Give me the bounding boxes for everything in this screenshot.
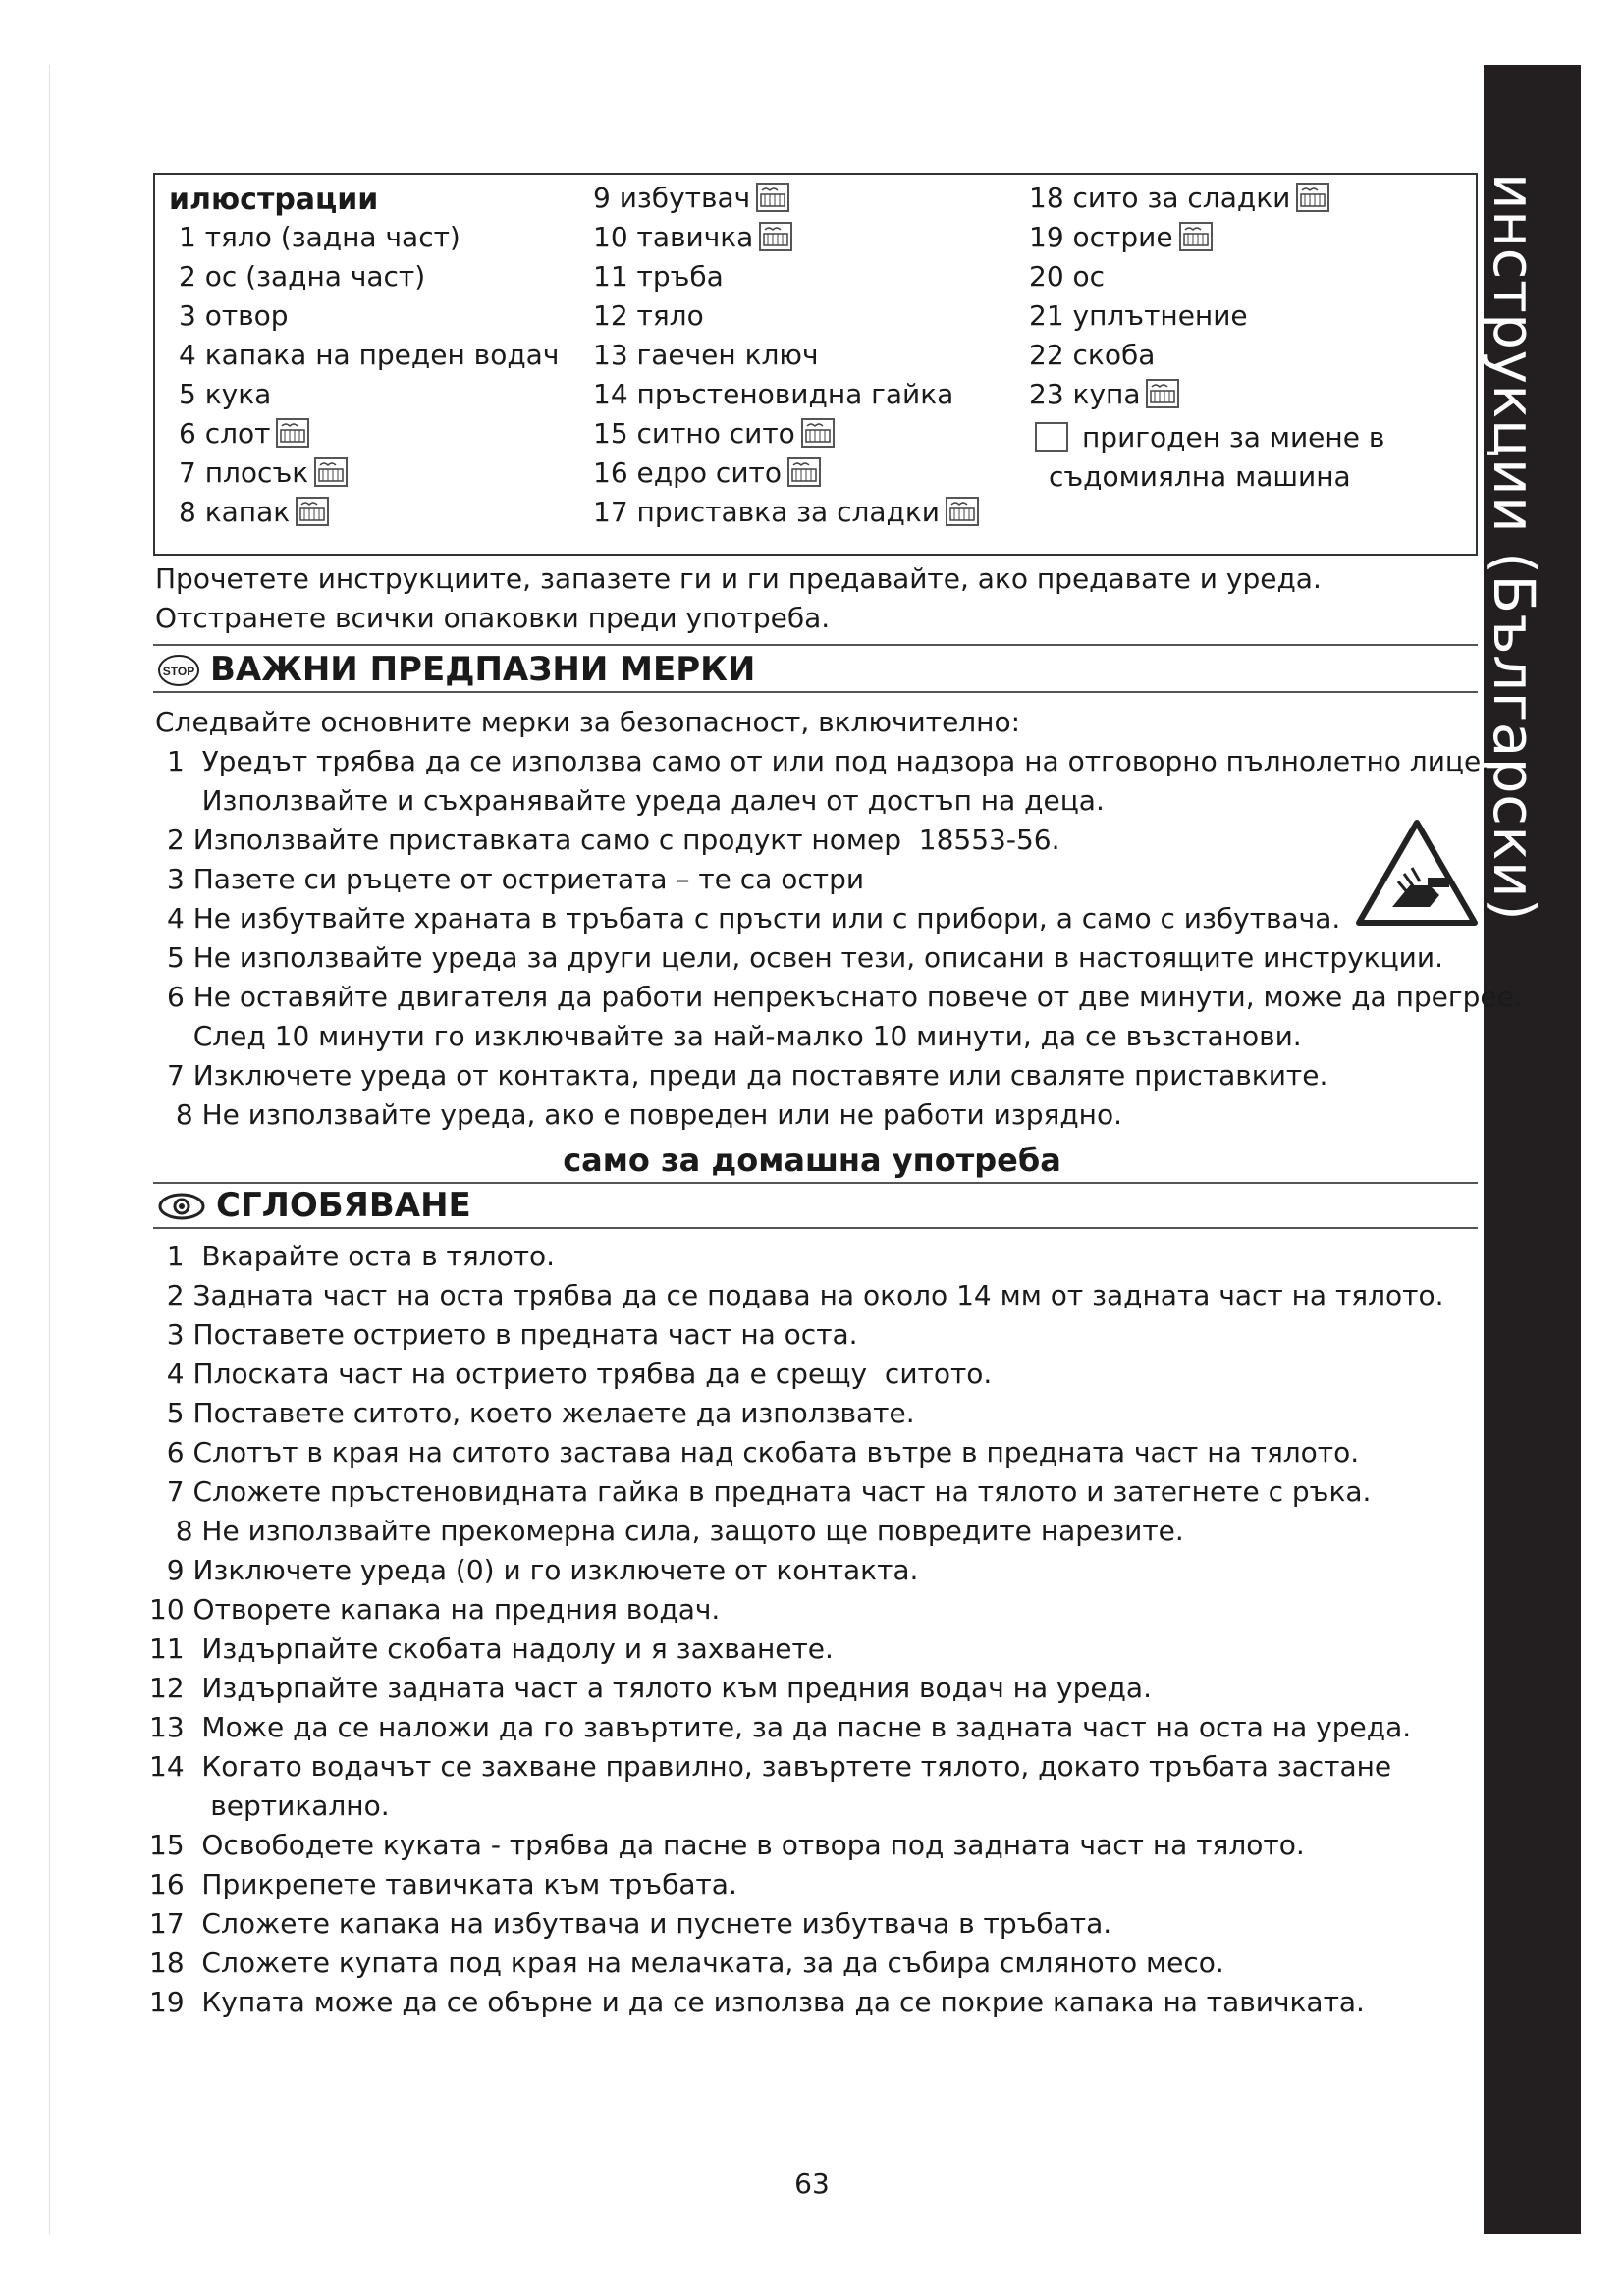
assembly-step: 3 Поставете острието в предната част на оста. — [149, 1318, 858, 1351]
dishwasher-icon — [314, 457, 348, 487]
illustration-item-label: 11 тръба — [593, 260, 724, 293]
illustration-item-label: 3 отвор — [179, 299, 289, 332]
illustration-item — [179, 336, 559, 375]
illustrations-box — [153, 173, 1478, 556]
dishwasher-icon — [296, 497, 329, 526]
illustration-item — [593, 375, 953, 414]
illustration-item — [179, 454, 348, 493]
dishwasher-note-line-1: пригоден за миене в — [1082, 421, 1385, 454]
illustration-item — [593, 218, 792, 257]
illustration-item — [593, 454, 821, 493]
safety-top-rule — [153, 644, 1478, 646]
assembly-step: вертикално. — [149, 1789, 390, 1822]
illustration-item — [593, 493, 979, 532]
illustration-item — [179, 296, 289, 336]
illustration-item-label: 20 ос — [1029, 260, 1106, 293]
dishwasher-icon — [276, 418, 309, 448]
dishwasher-icon — [756, 183, 789, 212]
blade-warning-icon — [1353, 817, 1481, 929]
assembly-step: 11 Издърпайте скобата надолу и я захванете. — [149, 1632, 834, 1665]
illustration-item — [179, 375, 271, 414]
safety-section-header — [153, 648, 1478, 693]
assembly-step: 12 Издърпайте задната част а тялото към предния водач на уреда. — [149, 1672, 1152, 1704]
illustration-item — [179, 218, 460, 257]
assembly-step: 13 Може да се наложи да го завъртите, за да пасне в задната част на оста на уреда. — [149, 1711, 1412, 1743]
illustration-item-label: 18 сито за сладки — [1029, 182, 1291, 214]
svg-text:STOP: STOP — [162, 665, 195, 678]
illustration-item — [593, 414, 835, 454]
eye-icon — [157, 1192, 206, 1221]
illustration-item-label: 14 пръстеновидна гайка — [593, 378, 954, 410]
safety-lead: Следвайте основните мерки за безопасност, включително: — [155, 706, 1021, 738]
safety-item: 3 Пазете си ръцете от остриетата – те са остри — [167, 863, 865, 895]
illustration-item — [1029, 218, 1213, 257]
illustration-item-label: 9 избутвач — [593, 182, 751, 214]
intro-line-2: Отстранете всички опаковки преди употреба. — [155, 602, 831, 634]
assembly-step: 14 Когато водачът се захване правилно, завъртете тялото, докато тръбата застане — [149, 1750, 1392, 1783]
illustration-item-label: 22 скоба — [1029, 339, 1156, 371]
dishwasher-note-line-2: съдомиялна машина — [1049, 460, 1351, 493]
safety-item: 8 Не използвайте уреда, ако е повреден или не работи изрядно. — [167, 1098, 1123, 1131]
dishwasher-note — [1035, 418, 1384, 457]
illustration-item-label: 6 слот — [179, 417, 271, 450]
safety-item: Използвайте и съхранявайте уреда далеч от достъп на деца. — [167, 784, 1105, 817]
illustrations-heading: илюстрации — [169, 183, 379, 217]
assembly-step: 4 Плоската част на острието трябва да е срещу ситото. — [149, 1358, 993, 1390]
home-use-only-note: само за домашна употреба — [563, 1142, 1061, 1179]
illustration-item-label: 21 уплътнение — [1029, 299, 1248, 332]
assembly-step: 10 Отворете капака на предния водач. — [149, 1593, 721, 1626]
illustration-item — [1029, 296, 1248, 336]
illustration-item — [1029, 257, 1105, 296]
safety-item: След 10 минути го изключвайте за най-малко 10 минути, да се възстанови. — [167, 1020, 1302, 1052]
stop-icon — [157, 654, 200, 687]
illustration-item — [179, 257, 425, 296]
illustration-item-label: 12 тяло — [593, 299, 704, 332]
illustration-item-label: 16 едро сито — [593, 456, 782, 489]
assembly-step: 5 Поставете ситото, което желаете да използвате. — [149, 1397, 915, 1429]
illustration-item-label: 1 тяло (задна част) — [179, 221, 460, 253]
dishwasher-icon — [759, 222, 792, 251]
illustration-item-label: 13 гаечен ключ — [593, 339, 819, 371]
dishwasher-icon — [1296, 183, 1329, 212]
dishwasher-icon — [1146, 379, 1179, 408]
assembly-title: СГЛОБЯВАНЕ — [216, 1186, 471, 1225]
assembly-step: 7 Сложете пръстеновидната гайка в предната част на тялото и затегнете с ръка. — [149, 1475, 1372, 1508]
dishwasher-icon — [1179, 222, 1213, 251]
dishwasher-icon — [1035, 422, 1068, 452]
safety-item: 2 Използвайте приставката само с продукт номер 18553-56. — [167, 824, 1060, 856]
illustration-item-label: 5 кука — [179, 378, 272, 410]
side-tab-title: инструкции (Български) — [1481, 173, 1547, 922]
assembly-step: 6 Слотът в края на ситото застава над скобата вътре в предната част на тялото. — [149, 1436, 1360, 1468]
illustration-item-label: 23 купа — [1029, 378, 1141, 410]
illustration-item — [593, 336, 819, 375]
illustration-item-label: 2 ос (задна част) — [179, 260, 426, 293]
illustration-item-label: 15 ситно сито — [593, 417, 795, 450]
assembly-section-header — [153, 1184, 1478, 1229]
illustration-item-label: 10 тавичка — [593, 221, 754, 253]
intro-line-1: Прочетете инструкциите, запазете ги и ги предавайте, ако предавате и уреда. — [155, 562, 1322, 595]
safety-item: 7 Изключете уреда от контакта, преди да поставяте или сваляте приставките. — [167, 1059, 1328, 1092]
illustration-item — [179, 414, 309, 454]
assembly-step: 19 Купата може да се обърне и да се използва да се покрие капака на тавичката. — [149, 1986, 1365, 2018]
assembly-step: 1 Вкарайте оста в тялото. — [149, 1240, 556, 1272]
safety-item: 5 Не използвайте уреда за други цели, освен тези, описани в настоящите инструкции. — [167, 941, 1443, 974]
dishwasher-icon — [787, 457, 821, 487]
assembly-step: 16 Прикрепете тавичката към тръбата. — [149, 1868, 737, 1900]
page-number: 63 — [794, 2167, 830, 2200]
illustration-item-label: 7 плосък — [179, 456, 309, 489]
illustration-item-label: 19 острие — [1029, 221, 1173, 253]
dishwasher-icon — [946, 497, 979, 526]
assembly-step: 9 Изключете уреда (0) и го изключете от контакта. — [149, 1554, 919, 1586]
dishwasher-icon — [801, 418, 835, 448]
illustration-item — [593, 257, 724, 296]
assembly-step: 15 Освободете куката - трябва да пасне в отвора под задната част на тялото. — [149, 1829, 1305, 1861]
safety-item: 6 Не оставяйте двигателя да работи непрекъснато повече от две минути, може да прегрее. — [167, 981, 1523, 1013]
illustration-item-label: 4 капака на преден водач — [179, 339, 560, 371]
assembly-step: 18 Сложете купата под края на мелачката, за да събира смляното месо. — [149, 1947, 1224, 1979]
safety-title: ВАЖНИ ПРЕДПАЗНИ МЕРКИ — [210, 650, 756, 689]
illustration-item — [1029, 375, 1179, 414]
safety-item: 1 Уредът трябва да се използва само от или под надзора на отговорно пълнолетно лице. — [167, 745, 1490, 777]
assembly-step: 8 Не използвайте прекомерна сила, защото ще повредите нарезите. — [149, 1515, 1184, 1547]
safety-item: 4 Не избутвайте храната в тръбата с пръсти или с прибори, а само с избутвача. — [167, 902, 1341, 934]
assembly-step: 17 Сложете капака на избутвача и пуснете избутвача в тръбата. — [149, 1907, 1112, 1940]
illustration-item-label: 17 приставка за сладки — [593, 496, 941, 528]
illustration-item — [1029, 179, 1329, 218]
illustration-item — [593, 179, 789, 218]
illustration-item — [593, 296, 704, 336]
illustration-item-label: 8 капак — [179, 496, 291, 528]
assembly-step: 2 Задната част на оста трябва да се подава на около 14 мм от задната част на тялото. — [149, 1279, 1444, 1311]
illustration-item — [1029, 336, 1155, 375]
illustration-item — [179, 493, 329, 532]
